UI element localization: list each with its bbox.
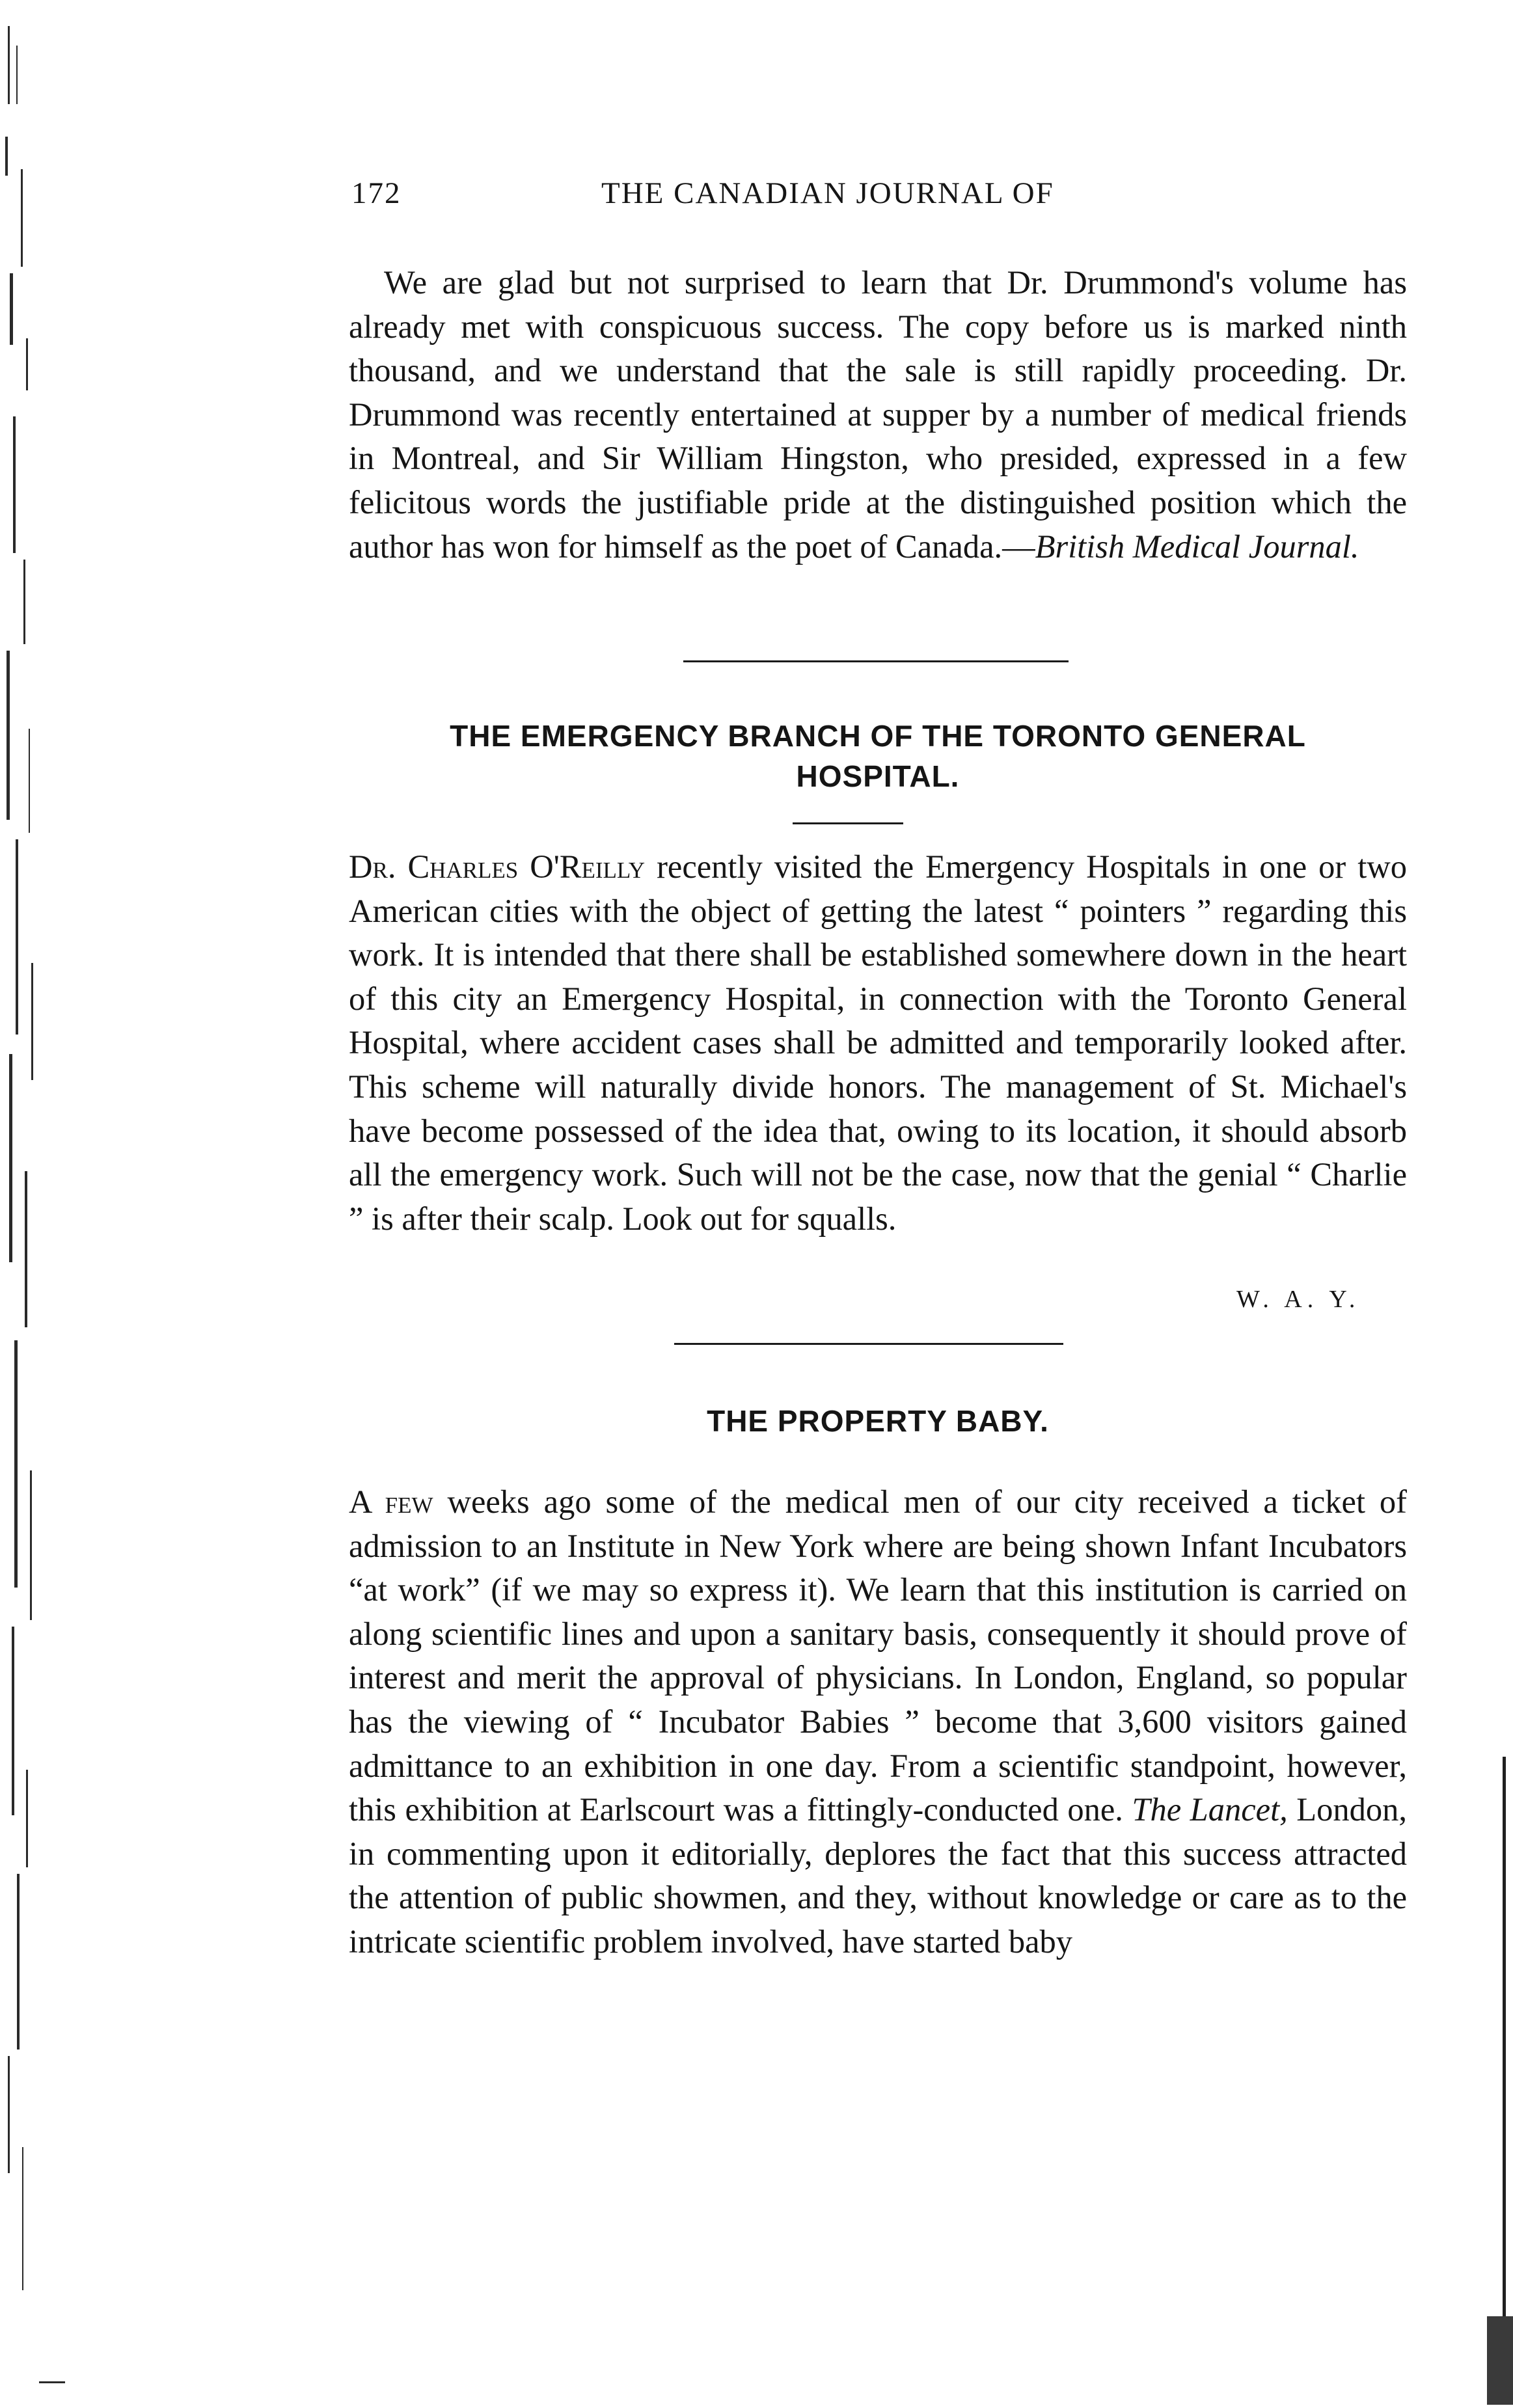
emergency-branch-title-line1: THE EMERGENCY BRANCH OF THE TORONTO GENERAL <box>450 719 1306 753</box>
binding-shadow <box>1480 1757 1513 2405</box>
article-drummond-note <box>349 261 1407 569</box>
running-head <box>351 176 1132 215</box>
emergency-branch-title <box>349 716 1407 796</box>
emergency-branch-title-line2: HOSPITAL. <box>796 759 960 793</box>
property-baby-body-part1: weeks ago some of the medical men of our city received a ticket of admission to an Institute in New York where are being shown Infant Incubators “at work” (if we may so express it). We learn that this institution is carried on along scientific lines and upon a sanitary basis, consequently it should prove of interest and merit the approval of physicians. In London, England, so popular has the viewing of “ Incubator Babies ” become that 3,600 visitors gained admittance to an exhibition in one day. From a scientific standpoint, however, this exhibition at Earlscourt was a fittingly-conducted one. <box>349 1483 1407 1828</box>
property-baby-opening: A few <box>349 1483 433 1520</box>
emergency-branch-opening: Dr. Charles O'Reilly <box>349 848 646 885</box>
section-rule <box>683 660 1069 662</box>
property-baby-title: THE PROPERTY BABY. <box>707 1404 1049 1438</box>
scanned-page-edge <box>0 0 65 2405</box>
article-emergency-branch <box>349 845 1407 1241</box>
property-baby-body-part2: London, in commenting upon it editorially, deplores the fact that this success attracted the attention of public showmen, and they, without knowledge or care as to the intricate scientific problem involved, have started baby <box>349 1791 1407 1960</box>
section-rule <box>674 1343 1063 1345</box>
article-signature: W. A. Y. <box>1236 1286 1361 1313</box>
emergency-branch-body: recently visited the Emergency Hospitals in one or two American cities with the object of getting the latest “ pointers ” regarding this work. It is intended that there shall be established somewhere down in the heart of this city an Emergency Hospital, in connection with the Toronto General Hospital, where accident cases shall be admitted and temporarily looked after. This scheme will naturally divide honors. The management of St. Michael's have become possessed of the idea that, owing to its location, it should absorb all the emergency work. Such will not be the case, now that the genial “ Charlie ” is after their scalp. Look out for squalls. <box>349 848 1408 1237</box>
drummond-note-text: We are glad but not surprised to learn that Dr. Drummond's volume has already met with conspicuous success. The copy before us is marked ninth thousand, and we understand that the sale is still rapidly proceeding. Dr. Drummond was recently entertained at supper by a number of medical friends in Montreal, and Sir William Hingston, who presided, expressed in a few felicitous words the justifiable pride at the distinguished position which the author has won for himself as the poet of Canada.— <box>349 264 1407 565</box>
title-rule <box>793 822 903 824</box>
drummond-note-source: British Medical Journal. <box>1035 528 1359 565</box>
property-baby-source: The Lancet, <box>1132 1791 1288 1828</box>
journal-title: THE CANADIAN JOURNAL OF <box>601 176 1054 210</box>
page-number: 172 <box>351 176 402 210</box>
article-property-baby <box>349 1480 1407 1964</box>
